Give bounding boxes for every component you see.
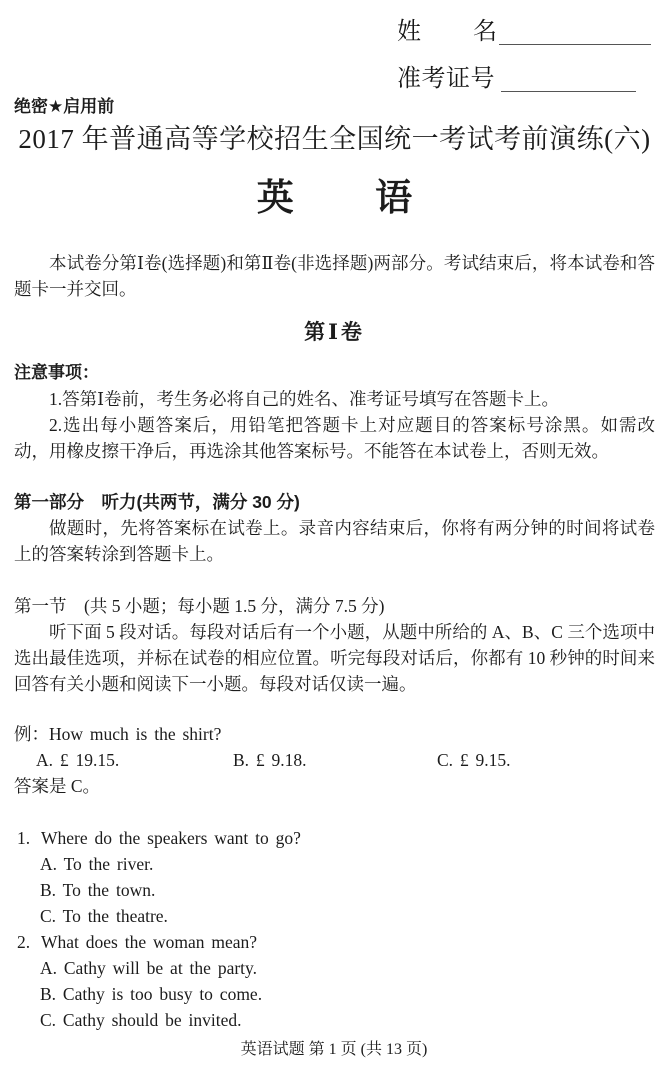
question-1-number: 1. [17,828,31,848]
part1-heading [14,489,655,515]
volume-heading: 第Ⅰ卷 [304,320,365,344]
part1-label: 第一部分 [14,492,84,512]
question-1-stem [14,825,655,851]
intro-paragraph: 本试卷分第Ⅰ卷(选择题)和第Ⅱ卷(非选择题)两部分。考试结束后，将本试卷和答题卡一并交回。 [14,253,655,299]
question-1 [14,825,655,929]
question-1-text: Where do the speakers want to go? [41,828,301,848]
section1-heading [14,593,655,619]
question-1-option-a: A. To the river. [40,854,154,874]
subject-title: 英语 [256,177,494,218]
question-2-stem [14,929,655,955]
part1-title: 听力(共两节，满分 30 分) [101,492,300,512]
question-2 [14,929,655,1033]
section1-meta: (共 5 小题；每小题 1.5 分，满分 7.5 分) [84,596,385,616]
example-option-b: B. £ 9.18. [233,750,307,770]
exam-number-row [397,59,655,92]
exam-title: 2017 年普通高等学校招生全国统一考试考前演练(六) [18,124,651,154]
example-options-row [14,747,655,773]
notice-item-2: 2.选出每小题答案后，用铅笔把答题卡上对应题目的答案标号涂黑。如需改动，用橡皮擦干净后，再选涂其他答案标号。不能答在本试卷上，否则无效。 [14,415,655,461]
question-2-option-b: B. Cathy is too busy to come. [40,984,263,1004]
question-2-text: What does the woman mean? [41,932,258,952]
name-blank-line [499,13,651,45]
secrecy-notice: 绝密★启用前 [14,97,115,116]
notice-item-1: 1.答第Ⅰ卷前，考生务必将自己的姓名、准考证号填写在答题卡上。 [49,389,560,409]
example-label: 例： [14,724,49,744]
example-option-a: A. £ 19.15. [36,750,120,770]
example-option-c: C. £ 9.15. [437,750,511,770]
exam-number-blank-line [501,60,636,92]
section1-instructions: 听下面 5 段对话。每段对话后有一个小题，从题中所给的 A、B、C 三个选项中选出最佳选项，并标在试卷的相应位置。听完每段对话后，你都有 10 秒钟的时间来回答有关小题和阅读下一小题。每段对话仅读一遍。 [14,622,655,694]
name-label: 姓名 [397,18,497,45]
candidate-info-block [397,12,655,106]
name-row [397,12,655,45]
example-answer-note: 答案是 C。 [14,776,101,796]
question-1-option-b: B. To the town. [40,880,156,900]
question-list [14,825,655,1033]
part1-instructions: 做题时，先将答案标在试卷上。录音内容结束后，你将有两分钟的时间将试卷上的答案转涂到答题卡上。 [14,518,655,564]
exam-number-label: 准考证号 [397,65,495,92]
notice-heading: 注意事项： [14,363,99,382]
document-content [0,96,668,1033]
example-question-line [14,721,655,747]
page-footer: 英语试题 第 1 页 (共 13 页) [240,1041,428,1058]
section1-label: 第一节 [14,596,67,616]
question-2-number: 2. [17,932,31,952]
question-2-option-a: A. Cathy will be at the party. [40,958,258,978]
question-1-option-c: C. To the theatre. [40,906,168,926]
question-2-option-c: C. Cathy should be invited. [40,1010,242,1030]
example-question-text: How much is the shirt? [49,724,222,744]
